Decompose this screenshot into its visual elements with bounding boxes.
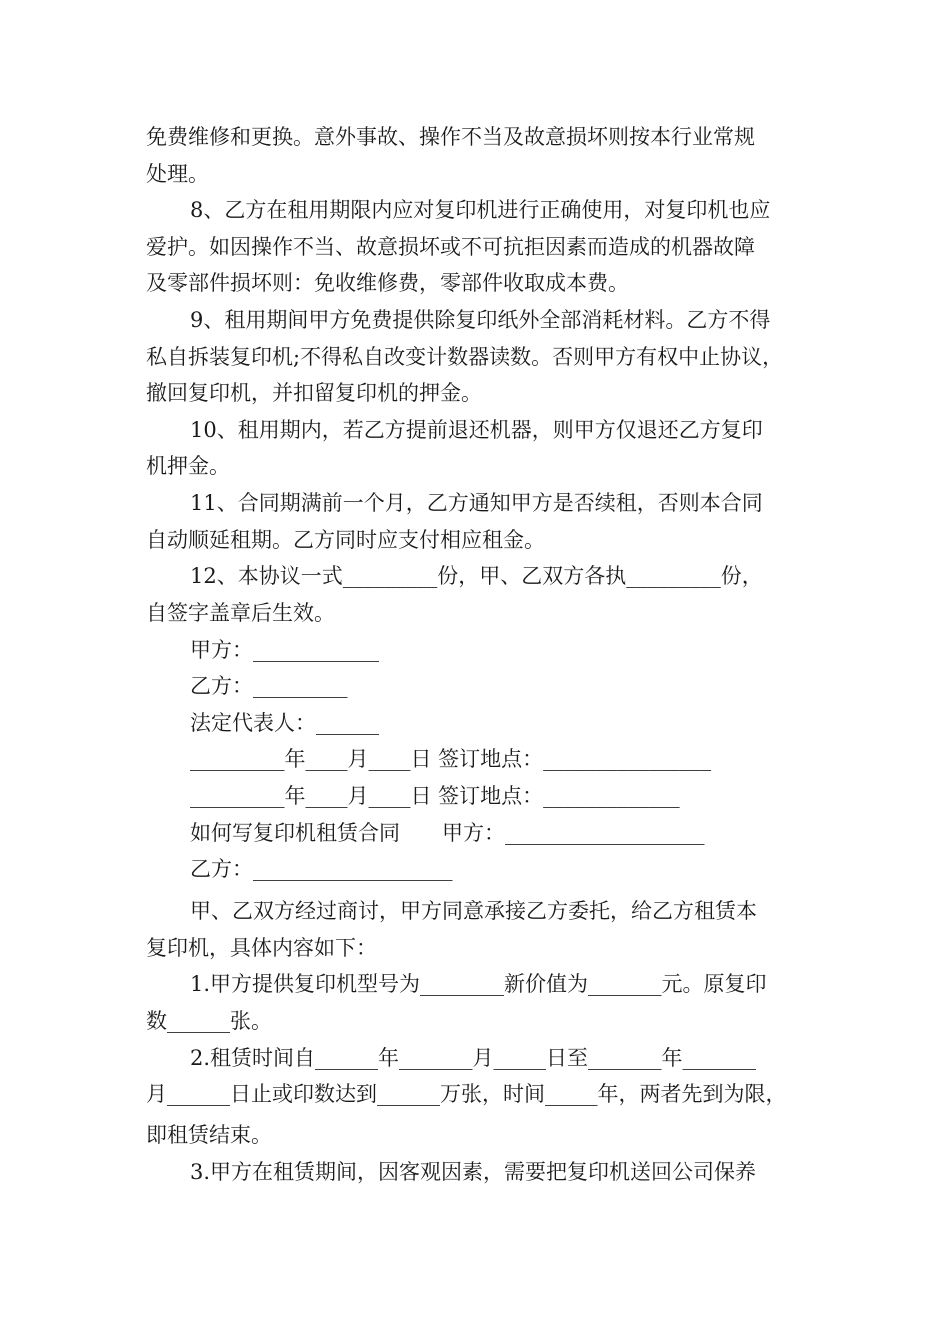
text-line: 自签字盖章后生效。 xyxy=(146,601,335,625)
text-line: 8、乙方在租用期限内应对复印机进行正确使用，对复印机也应 xyxy=(190,198,771,222)
text-line: 10、租用期内，若乙方提前退还机器，则甲方仅退还乙方复印 xyxy=(190,418,763,442)
signature-party-b: 乙方：_________ xyxy=(190,674,348,698)
text-line: 即租赁结束。 xyxy=(146,1123,272,1147)
text-line: 1.甲方提供复印机型号为________新价值为_______元。原复印 xyxy=(190,972,767,996)
text-line: 乙方：___________________ xyxy=(190,857,453,881)
text-line: 私自拆装复印机;不得私自改变计数器读数。否则甲方有权中止协议， xyxy=(146,345,784,369)
text-line: 数______张。 xyxy=(146,1009,272,1033)
text-line: 机押金。 xyxy=(146,454,230,478)
signing-date-place: _________年____月____日 签订地点：_____________ xyxy=(190,784,680,808)
text-line: 撤回复印机，并扣留复印机的押金。 xyxy=(146,381,482,405)
text-line: 11、合同期满前一个月，乙方通知甲方是否续租，否则本合同 xyxy=(190,491,763,515)
text-line: 2.租赁时间自______年_______月_____日至_______年_______ xyxy=(190,1046,757,1070)
text-line: 9、租用期间甲方免费提供除复印纸外全部消耗材料。乙方不得 xyxy=(190,308,771,332)
text-line: 处理。 xyxy=(146,162,209,186)
signature-party-a: 甲方：____________ xyxy=(190,638,379,662)
signature-legal-rep: 法定代表人：______ xyxy=(190,711,379,735)
text-line: 免费维修和更换。意外事故、操作不当及故意损坏则按本行业常规 xyxy=(146,125,755,149)
text-line: 12、本协议一式_________份，甲、乙双方各执_________份， xyxy=(190,564,763,588)
text-line: 及零部件损坏则：免收维修费，零部件收取成本费。 xyxy=(146,271,629,295)
text-line: 3.甲方在租赁期间，因客观因素，需要把复印机送回公司保养 xyxy=(190,1160,757,1184)
text-line: 月______日止或印数达到______万张，时间_____年，两者先到为限， xyxy=(146,1082,787,1106)
section-heading: 如何写复印机租赁合同 甲方：___________________ xyxy=(190,821,705,845)
text-line: 复印机，具体内容如下： xyxy=(146,936,377,960)
text-line: 自动顺延租期。乙方同时应支付相应租金。 xyxy=(146,528,545,552)
text-line: 甲、乙双方经过商讨，甲方同意承接乙方委托，给乙方租赁本 xyxy=(190,899,757,923)
signing-date-place: _________年____月____日 签订地点：________________ xyxy=(190,747,712,771)
text-line: 爱护。如因操作不当、故意损坏或不可抗拒因素而造成的机器故障 xyxy=(146,235,755,259)
